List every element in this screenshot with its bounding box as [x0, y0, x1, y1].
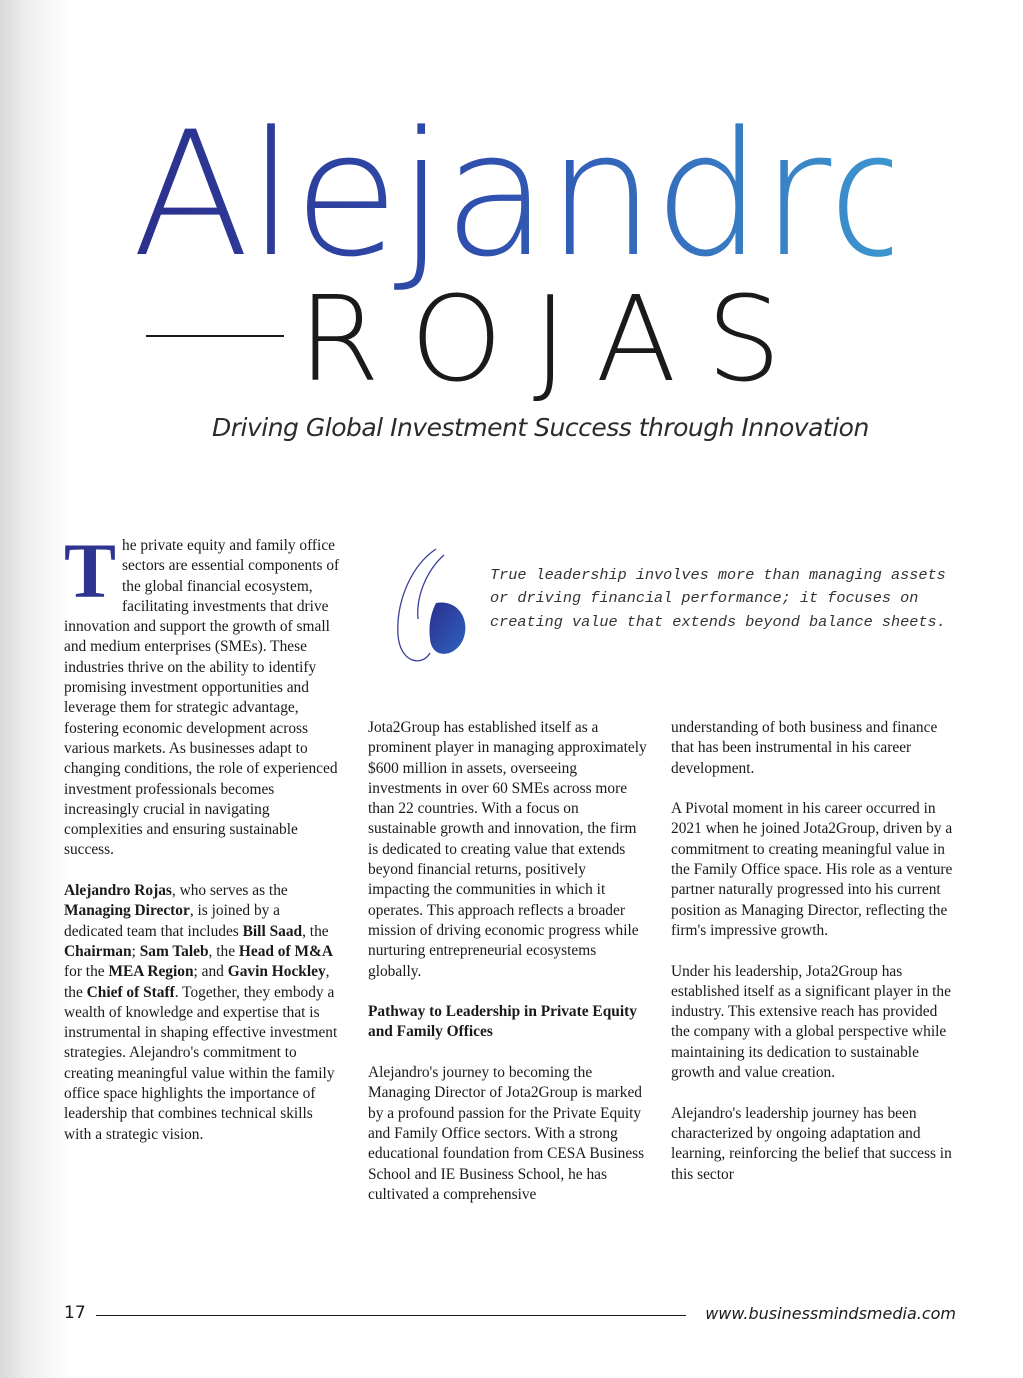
page-number: 17	[64, 1303, 86, 1323]
title-first-name: Alejandro	[132, 94, 929, 295]
quote-mark-icon	[392, 545, 472, 670]
footer-rule	[96, 1315, 686, 1316]
bold-name: Gavin Hockley	[227, 963, 326, 981]
bold-name: Alejandro Rojas	[64, 882, 172, 900]
footer-url: www.businessmindsmedia.com	[705, 1304, 956, 1323]
bold-role: Managing Director	[64, 902, 190, 920]
drop-cap: T	[64, 527, 117, 614]
article-subtitle: Driving Global Investment Success through Innovation	[212, 413, 869, 442]
bold-name: Sam Taleb	[139, 942, 209, 960]
paragraph: Under his leadership, Jota2Group has established itself as a significant player in the industry. This extensive reach has provided the company with a global perspective while maintaining its dedication to sustainable growth and value creation.	[671, 962, 951, 1082]
intro-text: he private equity and family office sectors are essential components of the global financial ecosystem, facilitating investments that drive innovation and support the growth of small and medium enterprises (SMEs). These industries thrive on the ability to identify promising investment opportunities and leverage them for strategic advantage, fostering economic development across various markets. As businesses adapt to changing conditions, the role of experienced investment professionals becomes increasingly crucial in navigating complexities and ensuring sustainable success.	[64, 537, 340, 859]
pull-quote: True leadership involves more than managing assets or driving financial performance; it focuses on creating value that extends beyond balance sheets.	[490, 566, 946, 631]
section-subheading: Pathway to Leadership in Private Equity and Family Offices	[368, 1003, 637, 1041]
bold-name: Bill Saad	[242, 922, 303, 940]
title-rule	[146, 335, 284, 337]
intro-paragraph	[64, 527, 342, 861]
paragraph: A Pivotal moment in his career occurred in 2021 when he joined Jota2Group, driven by a commitment to creating meaningful value in the Family Office space. His role as a venture partner naturally progressed into his current position as Managing Director, reflecting the firm's impressive growth.	[671, 800, 953, 939]
title-last-name: ROJAS	[298, 270, 812, 408]
paragraph: understanding of both business and finance that has been instrumental in his career development.	[671, 719, 938, 777]
bold-role: Chief of Staff	[86, 983, 175, 1001]
bold-role: MEA Region	[108, 963, 194, 981]
paragraph: Alejandro's journey to becoming the Managing Director of Jota2Group is marked by a profound passion for the Private Equity and Family Office sectors. With a strong educational foundation from CESA Business School and IE Business School, he has cultivated a comprehensive	[368, 1064, 645, 1203]
page-gutter-shadow	[0, 0, 70, 1378]
paragraph: Jota2Group has established itself as a prominent player in managing approximately $600 million in assets, overseeing investments in over 60 SMEs across more than 22 countries. With a focus on sustainable growth and innovation, the firm is dedicated to creating value that extends beyond financial returns, positively impacting the communities in which it operates. This approach reflects a broader mission of driving economic progress while nurturing entrepreneurial ecosystems globally.	[368, 719, 647, 980]
team-paragraph: Alejandro Rojas, who serves as the Managing Director, is joined by a dedicated team that includes Bill Saad, the Chairman; Sam Taleb, the Head of M&A for the MEA Region; and Gavin Hockley, the Chief of Staff. Together, they embody a wealth of knowledge and expertise that is instrumental in shaping effective investment strategies. Alejandro's commitment to creating meaningful value within the family office space highlights the importance of leadership that combines technical skills with a strategic vision.	[64, 882, 338, 1143]
paragraph: Alejandro's leadership journey has been characterized by ongoing adaptation and learning, reinforcing the belief that success in this sector	[671, 1104, 952, 1183]
bold-role: Chairman	[64, 942, 132, 960]
bold-role: Head of M&A	[238, 942, 333, 960]
column-3	[671, 718, 955, 1185]
column-1	[64, 527, 342, 1145]
column-2	[368, 718, 650, 1205]
